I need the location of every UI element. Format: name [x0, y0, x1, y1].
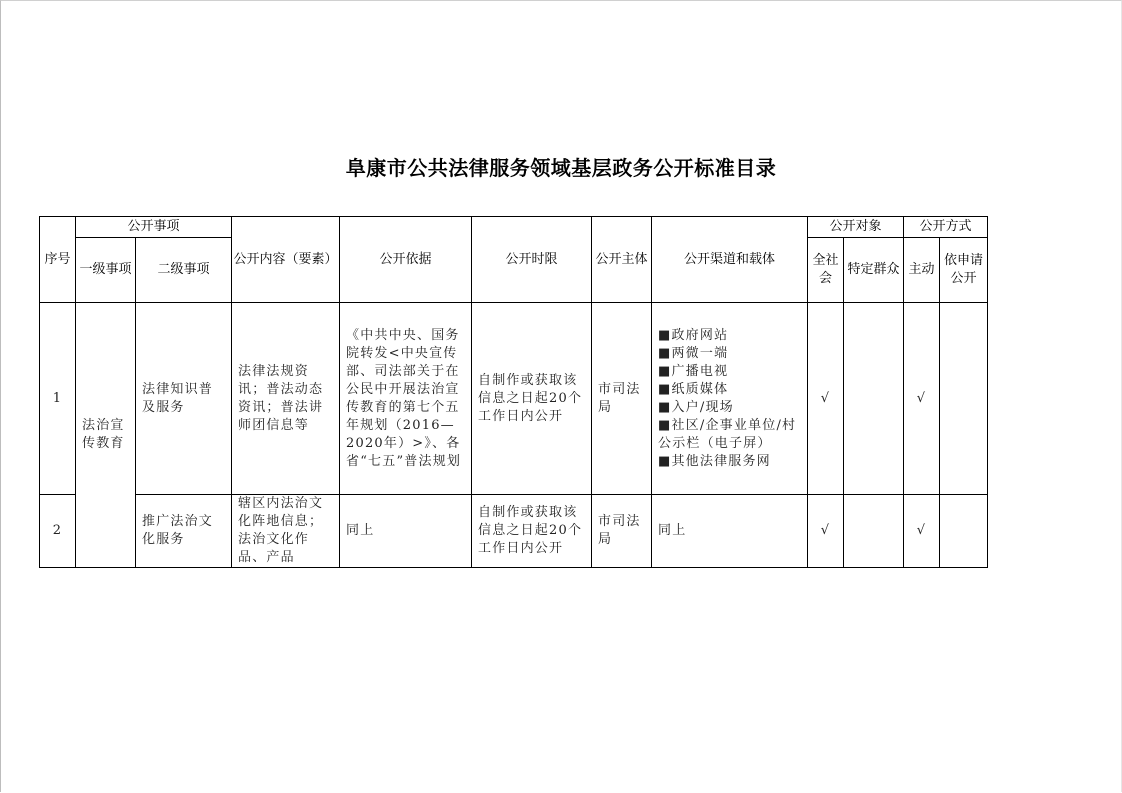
cell-target-all: √: [808, 303, 844, 495]
table-row: [40, 303, 988, 495]
cell-basis: 《中共中央、国务院转发<中央宣传部、司法部关于在公民中开展法治宣传教育的第七个五年规划（2016—2020年）>》、各省“七五”普法规划: [340, 303, 472, 495]
header-target-specific: 特定群众: [844, 238, 904, 303]
channel-item: ■政府网站: [658, 327, 729, 343]
header-level2: 二级事项: [136, 238, 232, 303]
cell-subject: 市司法局: [592, 495, 652, 568]
header-content: 公开内容（要素）: [232, 217, 340, 303]
header-method-request: 依申请公开: [940, 238, 988, 303]
header-target: 公开对象: [808, 217, 904, 238]
header-method: 公开方式: [904, 217, 988, 238]
header-subject: 公开主体: [592, 217, 652, 303]
cell-method-active: √: [904, 495, 940, 568]
header-target-all: 全社会: [808, 238, 844, 303]
header-basis: 公开依据: [340, 217, 472, 303]
cell-basis: 同上: [340, 495, 472, 568]
cell-time-limit: 自制作或获取该信息之日起20个工作日内公开: [472, 495, 592, 568]
header-method-active: 主动: [904, 238, 940, 303]
catalog-table: [39, 216, 988, 568]
header-public-items: 公开事项: [76, 217, 232, 238]
cell-subject: 市司法局: [592, 303, 652, 495]
channel-item: ■两微一端: [658, 345, 729, 361]
cell-target-specific: [844, 303, 904, 495]
cell-content: 辖区内法治文化阵地信息；法治文化作品、产品: [232, 495, 340, 568]
channel-item: ■纸质媒体: [658, 381, 729, 397]
channel-item: ■其他法律服务网: [658, 453, 771, 469]
cell-method-active: √: [904, 303, 940, 495]
channel-item: ■入户/现场: [658, 399, 734, 415]
cell-channel: 同上: [652, 495, 808, 568]
cell-level1: 法治宣传教育: [76, 303, 136, 568]
cell-time-limit: 自制作或获取该信息之日起20个工作日内公开: [472, 303, 592, 495]
header-seq: 序号: [40, 217, 76, 303]
document-title: 阜康市公共法律服务领域基层政务公开标准目录: [345, 156, 777, 180]
cell-level2: 法律知识普及服务: [136, 303, 232, 495]
cell-method-request: [940, 303, 988, 495]
cell-seq: 2: [40, 495, 76, 568]
header-time-limit: 公开时限: [472, 217, 592, 303]
cell-seq: 1: [40, 303, 76, 495]
cell-target-specific: [844, 495, 904, 568]
cell-target-all: √: [808, 495, 844, 568]
cell-channels: [652, 303, 808, 495]
channel-item: ■社区/企事业单位/村公示栏（电子屏）: [658, 417, 797, 451]
cell-level2: 推广法治文化服务: [136, 495, 232, 568]
channel-item: ■广播电视: [658, 363, 729, 379]
cell-method-request: [940, 495, 988, 568]
header-level1: 一级事项: [76, 238, 136, 303]
cell-content: 法律法规资讯；普法动态资讯；普法讲师团信息等: [232, 303, 340, 495]
header-channel: 公开渠道和载体: [652, 217, 808, 303]
table-row: [40, 495, 988, 568]
header-row-1: [40, 217, 988, 238]
